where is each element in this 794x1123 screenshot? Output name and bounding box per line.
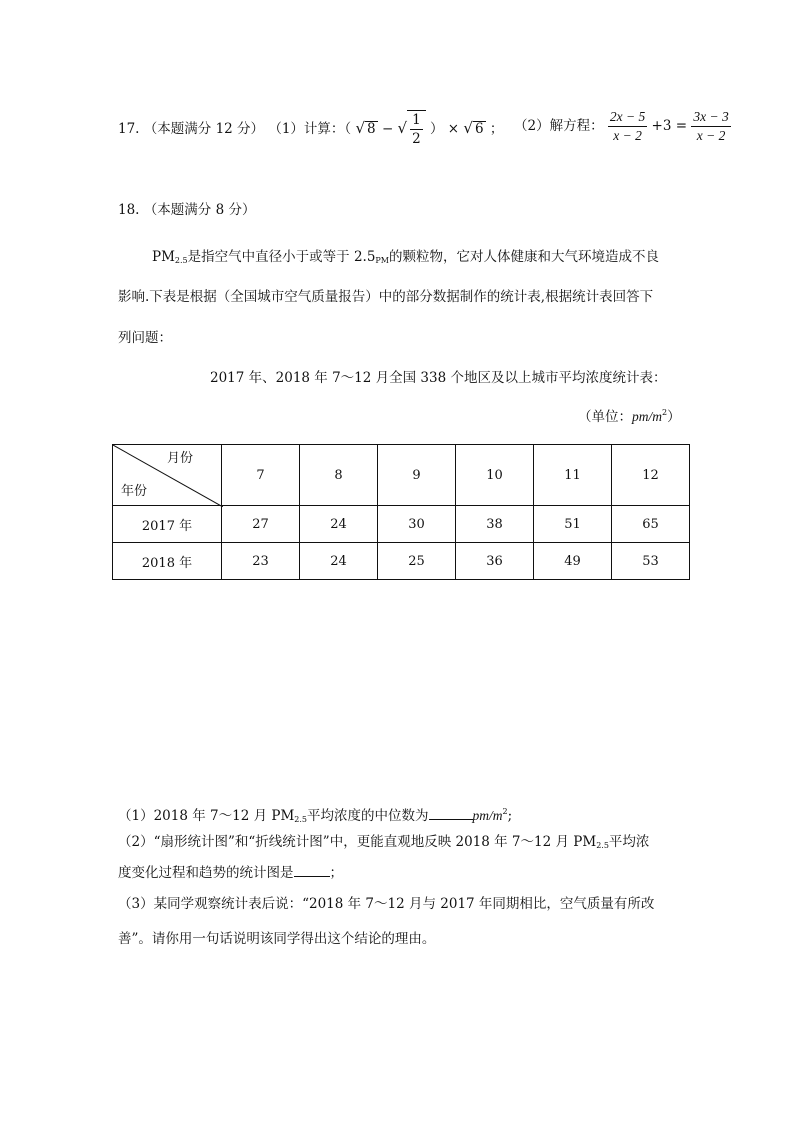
subq1-text-b: 平均浓度的中位数为 — [307, 808, 429, 824]
month-header: 9 — [378, 445, 456, 506]
sqrt8: 8 — [367, 121, 376, 137]
minus-sign: − — [381, 121, 394, 137]
value-cell: 24 — [300, 506, 378, 543]
eq-lhs-fraction — [608, 108, 647, 145]
header-month: 月份 — [166, 451, 193, 466]
sqrt-sign: √ — [463, 119, 473, 137]
year-cell: 2018 年 — [113, 543, 222, 580]
q17-points: （本题满分 12 分） — [143, 121, 265, 137]
value-cell: 38 — [456, 506, 534, 543]
table-row — [113, 506, 690, 543]
q18-heading — [118, 198, 255, 218]
subq1-sup: 2 — [502, 807, 508, 816]
value-cell: 49 — [534, 543, 612, 580]
month-header: 7 — [222, 445, 300, 506]
eq-lhs-num: 2x − 5 — [608, 108, 647, 127]
q18-number: 18. — [118, 202, 140, 218]
frac-den: 2 — [412, 131, 421, 147]
subq2-text-b: 平均浓 — [608, 834, 650, 850]
unit-suffix: ） — [667, 409, 681, 425]
subq2-line1 — [118, 830, 649, 850]
sqrt6: 6 — [474, 121, 484, 137]
unit-sup: 2 — [662, 408, 668, 417]
table-header-row — [113, 445, 690, 506]
q18-para-line2: 影响.下表是根据（全国城市空气质量报告）中的部分数据制作的统计表,根据统计表回答下 — [118, 289, 654, 305]
q17-number: 17. — [118, 121, 140, 137]
eq-lhs-den: x − 2 — [613, 128, 642, 143]
para-line1-end: 的颗粒物，它对人体健康和大气环境造成不良 — [389, 249, 659, 265]
q17-part2-label: （2）解方程： — [514, 118, 604, 134]
table-title: 2017 年、2018 年 7～12 月全国 338 个地区及以上城市平均浓度统计表： — [210, 370, 667, 386]
subq2-text-a: （2）“扇形统计图”和“折线统计图”中，更能直观地反映 2018 年 7～12 月 PM — [118, 834, 597, 850]
month-header: 12 — [612, 445, 690, 506]
subq1-subscript: 2.5 — [294, 815, 308, 824]
value-cell: 51 — [534, 506, 612, 543]
value-cell: 65 — [612, 506, 690, 543]
month-header: 11 — [534, 445, 612, 506]
header-year: 年份 — [121, 484, 148, 499]
subq3-line2: 善”。请你用一句话说明该同学得出这个结论的理由。 — [118, 931, 436, 947]
semicolon: ； — [489, 121, 504, 137]
subq1 — [118, 804, 512, 824]
subq2-line2 — [118, 861, 343, 881]
q17-line — [118, 110, 503, 154]
value-cell: 25 — [378, 543, 456, 580]
q17-part1-label: （1）计算：（ — [268, 121, 352, 137]
subq1-answer-blank[interactable] — [429, 807, 473, 820]
pm-unit-subscript: PM — [375, 256, 389, 265]
value-cell: 27 — [222, 506, 300, 543]
eq-rhs-den: x − 2 — [696, 128, 726, 143]
unit-text: pm/m — [632, 409, 662, 424]
value-cell: 24 — [300, 543, 378, 580]
unit-label — [578, 405, 681, 425]
q18-para-line3: 列问题： — [118, 330, 172, 346]
times-sign: × — [447, 121, 460, 137]
sqrt-sign: √ — [355, 119, 366, 137]
month-header: 10 — [456, 445, 534, 506]
eq-rhs-fraction — [691, 108, 730, 145]
diagonal-header-cell — [113, 445, 222, 506]
subq1-unit: pm/m — [472, 808, 503, 823]
sqrt-sign: √ — [397, 119, 408, 137]
value-cell: 23 — [222, 543, 300, 580]
eq-rhs-num: 3x − 3 — [691, 108, 730, 127]
unit-prefix: （单位： — [578, 409, 632, 425]
plus-three: +3 = — [651, 118, 688, 134]
close-paren: ） — [430, 121, 444, 137]
para-line1-rest: 是指空气中直径小于或等于 2.5 — [187, 249, 376, 265]
fraction-one-half — [410, 111, 423, 148]
pm-subscript: 2.5 — [174, 256, 188, 265]
subq1-end: ; — [507, 808, 513, 824]
concentration-table — [112, 444, 690, 580]
subq2-line2-text: 度变化过程和趋势的统计图是 — [118, 865, 294, 881]
frac-num: 1 — [412, 112, 421, 128]
value-cell: 36 — [456, 543, 534, 580]
q18-points: （本题满分 8 分） — [143, 202, 256, 218]
value-cell: 30 — [378, 506, 456, 543]
value-cell: 53 — [612, 543, 690, 580]
subq2-answer-blank[interactable] — [294, 864, 330, 877]
q17-part2 — [514, 106, 731, 146]
subq2-end: ； — [329, 865, 343, 881]
subq1-text-a: （1）2018 年 7～12 月 PM — [118, 808, 295, 824]
sqrt-fraction — [407, 110, 426, 148]
q18-para-line1 — [152, 245, 659, 265]
subq3-line1: （3）某同学观察统计表后说：“2018 年 7～12 月与 2017 年同期相比，空气质量有所改 — [118, 896, 655, 912]
year-cell: 2017 年 — [113, 506, 222, 543]
subq2-subscript: 2.5 — [596, 841, 609, 850]
table-row — [113, 543, 690, 580]
month-header: 8 — [300, 445, 378, 506]
pm-text: PM — [152, 249, 175, 265]
